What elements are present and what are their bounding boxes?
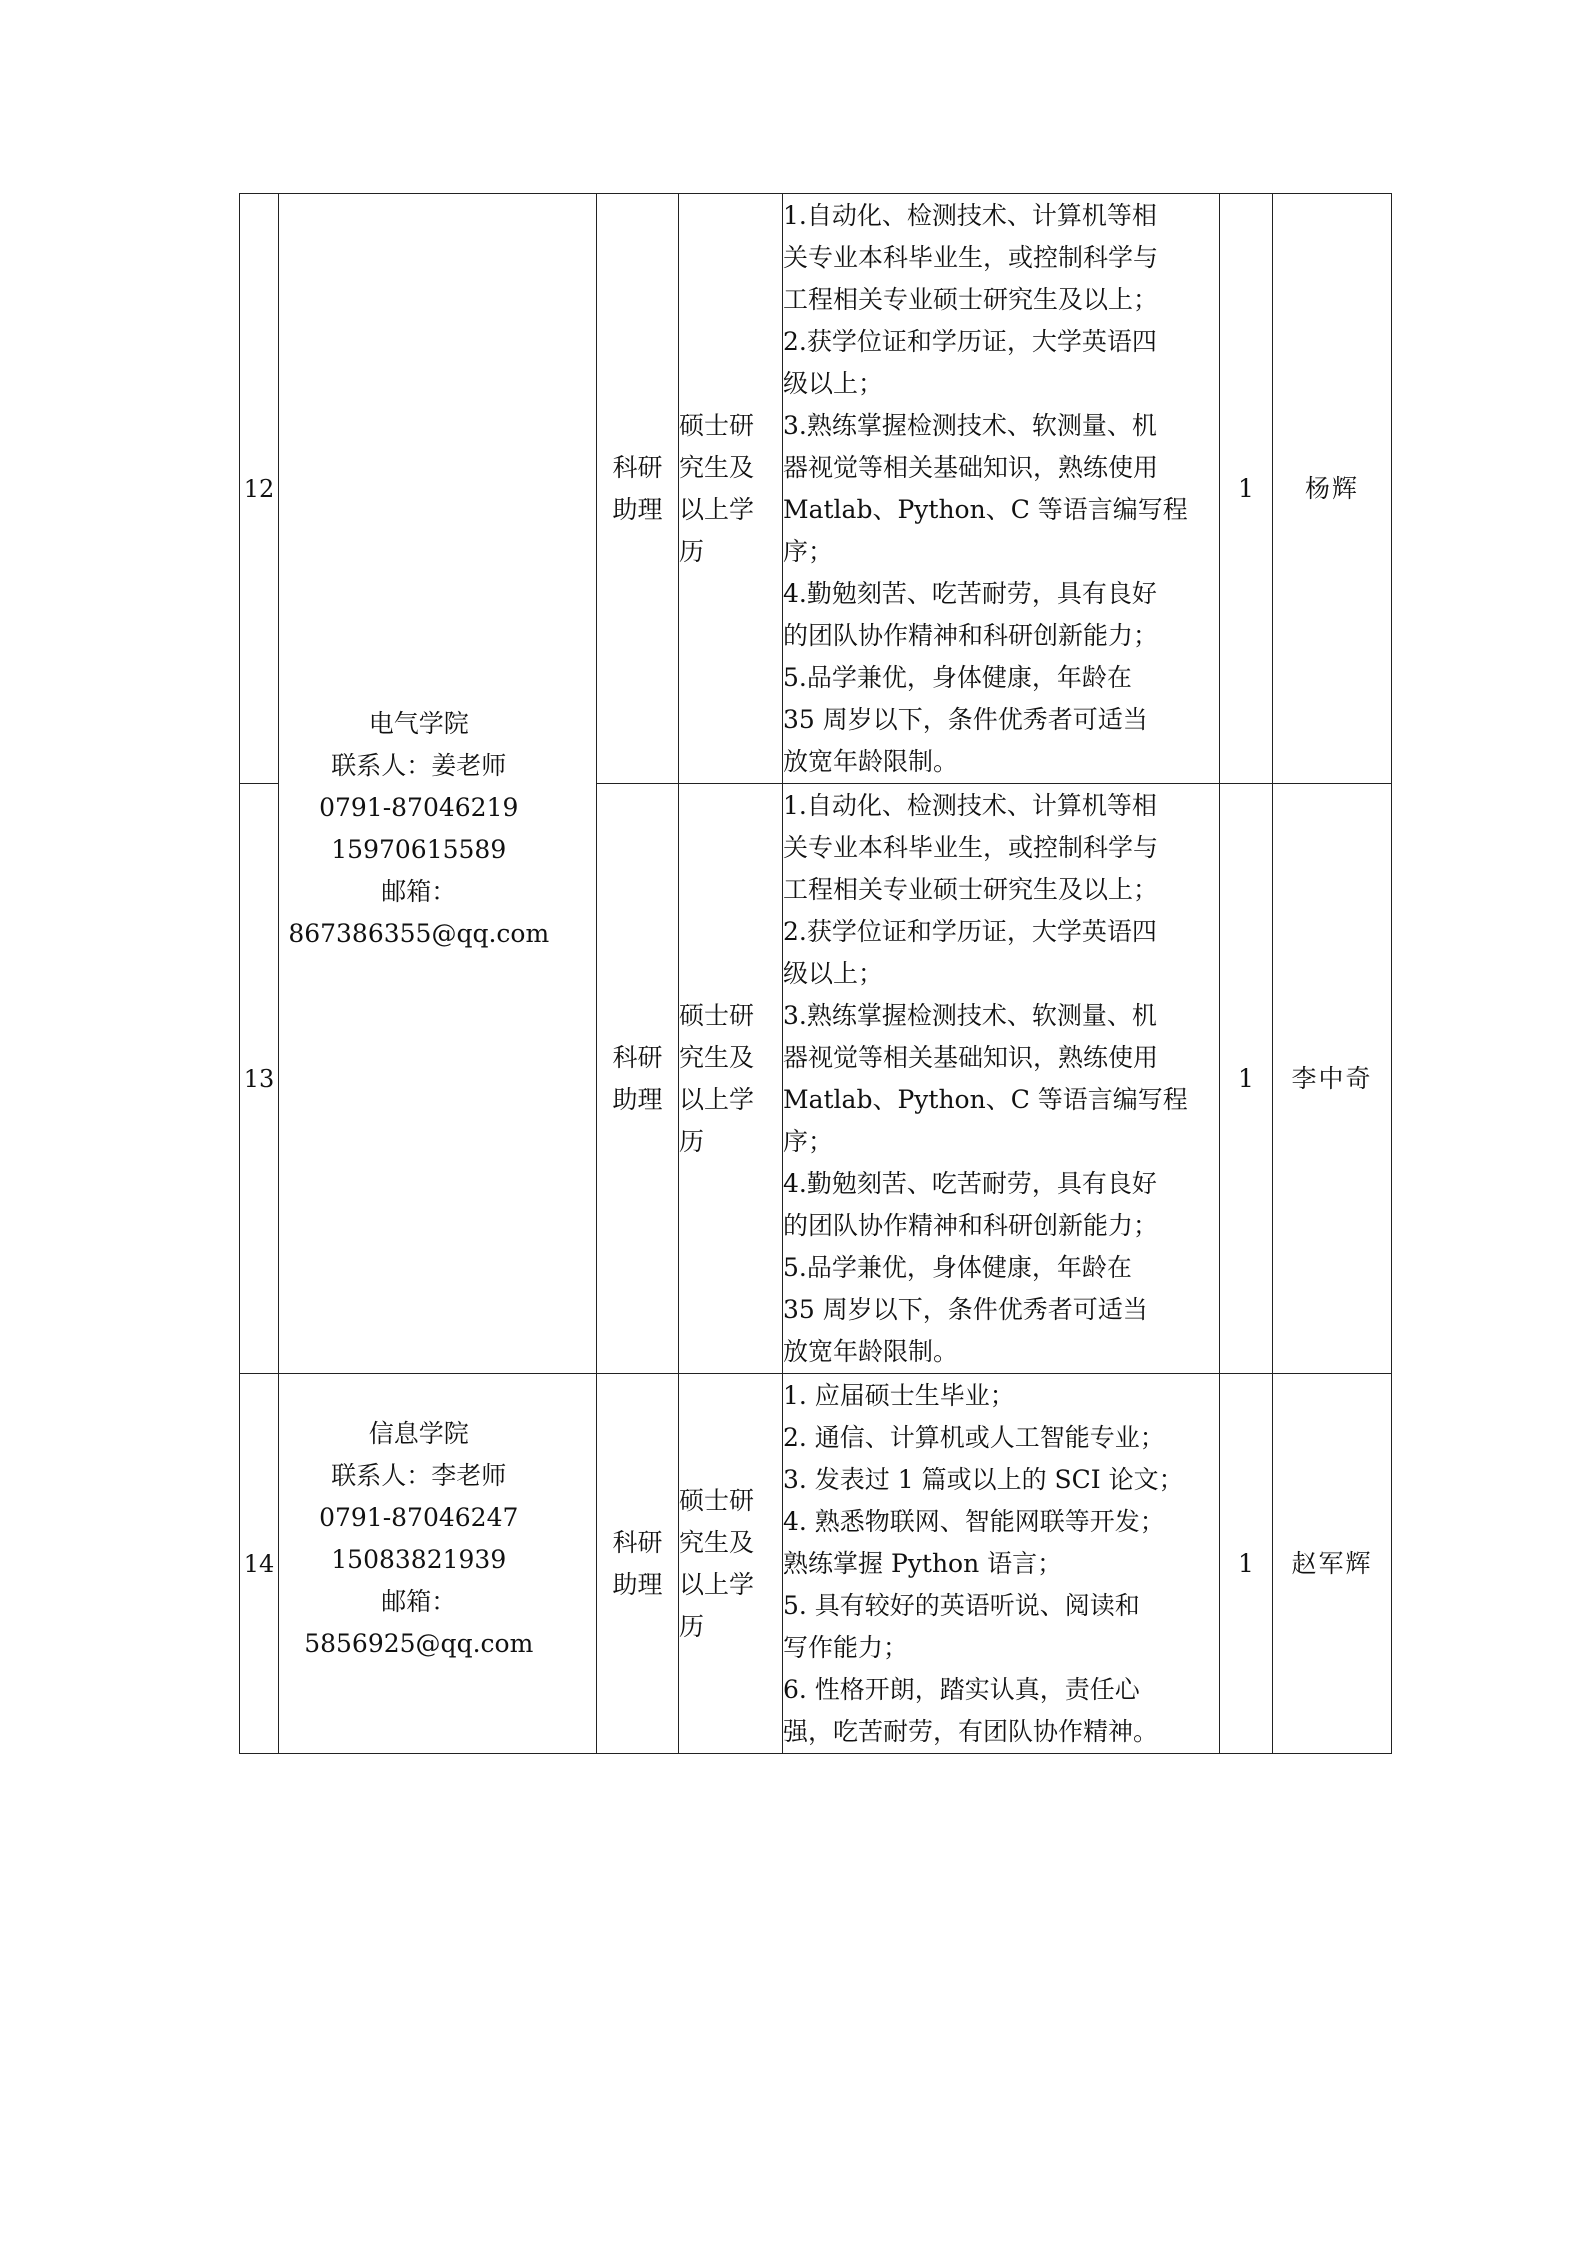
department-contact: 联系人：姜老师 <box>331 750 507 780</box>
count-cell: 1 <box>1220 784 1273 1374</box>
department-phone: 0791-87046247 <box>319 1502 519 1532</box>
row-number: 14 <box>240 1374 279 1754</box>
position-cell: 科研 助理 <box>597 1374 679 1754</box>
contact-person-cell: 李中奇 <box>1273 784 1392 1374</box>
contact-person-cell: 杨辉 <box>1273 194 1392 784</box>
department-mobile: 15083821939 <box>331 1544 507 1574</box>
row-number: 12 <box>240 194 279 784</box>
department-phone: 0791-87046219 <box>319 792 519 822</box>
recruitment-table <box>239 193 1392 1754</box>
row-number: 13 <box>240 784 279 1374</box>
department-contact: 联系人：李老师 <box>331 1460 507 1490</box>
department-cell <box>279 194 559 1374</box>
department-email-label: 邮箱： <box>381 1586 457 1616</box>
requirements-cell: 1.自动化、检测技术、计算机等相 关专业本科毕业生，或控制科学与 工程相关专业硕士研究生及以上； 2.获学位证和学历证，大学英语四 级以上； 3.熟练掌握检测技术、软测量、机 器视觉等相关基础知识，熟练使用 Matlab、Python、C 等语言编写程 序； 4.勤勉刻苦、吃苦耐劳，具有良好 的团队协作精神和科研创新能力； 5.品学兼优，身体健康，年龄在 35 周岁以下，条件优秀者可适当 放宽年龄限制。 <box>783 194 1220 784</box>
department-name: 电气学院 <box>368 708 469 738</box>
department-email: 5856925@qq.com <box>304 1628 534 1658</box>
department-email: 867386355@qq.com <box>288 918 550 948</box>
department-mobile: 15970615589 <box>331 834 507 864</box>
count-cell: 1 <box>1220 194 1273 784</box>
education-cell: 硕士研 究生及 以上学 历 <box>679 1374 783 1754</box>
table-row <box>240 1374 1392 1754</box>
position-cell: 科研 助理 <box>597 784 679 1374</box>
education-cell: 硕士研 究生及 以上学 历 <box>679 784 783 1374</box>
education-cell: 硕士研 究生及 以上学 历 <box>679 194 783 784</box>
department-cell <box>279 1374 559 1754</box>
position-cell: 科研 助理 <box>597 194 679 784</box>
requirements-cell: 1. 应届硕士生毕业； 2. 通信、计算机或人工智能专业； 3. 发表过 1 篇或以上的 SCI 论文； 4. 熟悉物联网、智能网联等开发； 熟练掌握 Python 语言； 5. 具有较好的英语听说、阅读和 写作能力； 6. 性格开朗，踏实认真，责任心 强，吃苦耐劳，有团队协作精神。 <box>783 1374 1220 1754</box>
table-row <box>240 194 1392 784</box>
requirements-cell: 1.自动化、检测技术、计算机等相 关专业本科毕业生，或控制科学与 工程相关专业硕士研究生及以上； 2.获学位证和学历证，大学英语四 级以上； 3.熟练掌握检测技术、软测量、机 器视觉等相关基础知识，熟练使用 Matlab、Python、C 等语言编写程 序； 4.勤勉刻苦、吃苦耐劳，具有良好 的团队协作精神和科研创新能力； 5.品学兼优，身体健康，年龄在 35 周岁以下，条件优秀者可适当 放宽年龄限制。 <box>783 784 1220 1374</box>
department-email-label: 邮箱： <box>381 876 457 906</box>
count-cell: 1 <box>1220 1374 1273 1754</box>
department-name: 信息学院 <box>368 1418 469 1448</box>
contact-person-cell: 赵军辉 <box>1273 1374 1392 1754</box>
